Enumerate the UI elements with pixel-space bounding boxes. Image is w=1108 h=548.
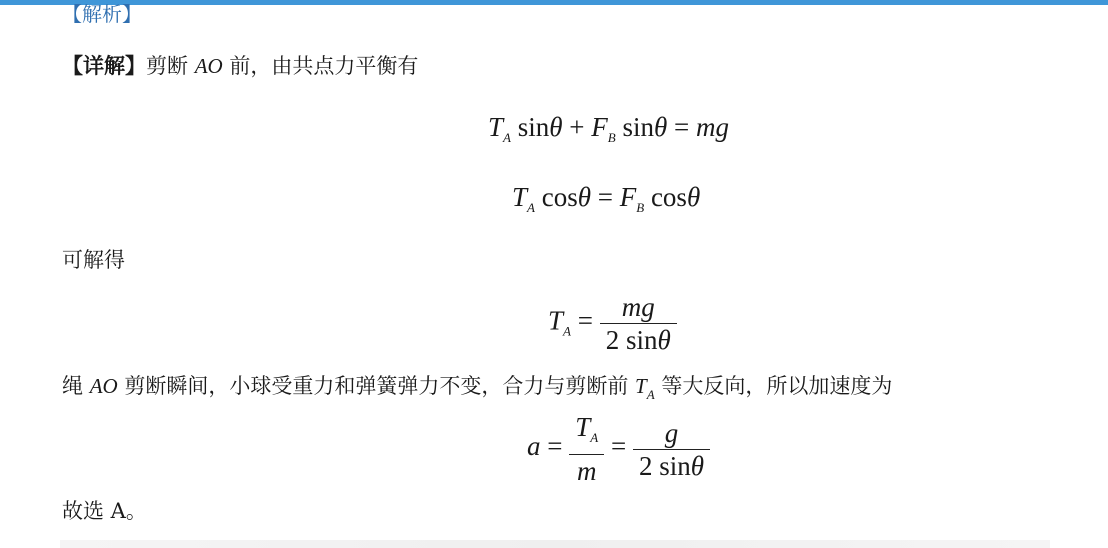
eq3-denominator [600,324,677,355]
eq1-theta1: θ [549,112,563,142]
para2-b: 剪断瞬间，小球受重力和弹簧弹力不变，合力与剪断前 [117,374,636,398]
intro-text-a: 剪断 [146,54,195,78]
eq3-equals: = [570,305,600,336]
paragraph-cut-moment [62,372,892,409]
eq4-fraction1 [569,412,604,486]
eq3-sub-A: A [563,323,571,339]
para2-T: T [635,374,647,398]
eq4-fraction2 [633,418,710,481]
eq1-sin2: sin [615,112,654,142]
para2-var: AO [89,374,118,398]
eq4-equals2: = [604,431,633,462]
conclusion: 故选 A。 [62,499,147,523]
eq3-T: T [548,305,564,336]
eq4-equals1: = [540,431,570,462]
eq2-cos2: cos [644,182,687,212]
solve-text: 可解得 [62,248,125,272]
eq2-T: T [512,182,528,212]
solution-label: 【详解】 [62,53,146,78]
eq1-theta2: θ [653,112,668,142]
eq4-den1: m [576,456,597,486]
eq4-den2-a: 2 sin [638,450,691,481]
eq1-rhs: mg [695,112,729,142]
eq3-fraction [600,292,677,355]
intro-line [62,52,418,80]
para2-c: 等大反向，所以加速度为 [654,374,893,398]
eq4-num1 [569,412,604,455]
eq2-sub-B: B [636,200,645,215]
eq1-T: T [488,112,504,142]
eq1-plus: + [562,112,592,142]
para2-sub-A: A [646,387,655,402]
para2-a: 绳 [62,374,90,398]
eq2-cos1: cos [534,182,578,212]
eq2-theta2: θ [686,182,701,212]
eq2-F: F [619,182,637,212]
eq4-num2: g [633,418,710,450]
intro-text-b: 前，由共点力平衡有 [222,54,419,78]
eq4-num1-sub-A: A [590,430,599,445]
analysis-header: 【解析】 [62,2,142,26]
eq1-sub-A: A [503,130,511,145]
eq4-den2-theta: θ [690,450,704,481]
eq1-sub-B: B [607,130,616,145]
eq4-den2 [633,450,710,481]
eq1-equals: = [667,112,696,142]
eq4-a: a [527,431,541,462]
intro-var: AO [194,54,223,78]
eq1-F: F [591,112,608,142]
equation-acceleration [527,412,710,486]
eq2-equals: = [591,182,620,212]
eq1-sin1: sin [510,112,550,142]
top-accent-bar [0,0,1108,5]
equation-sin-balance [488,111,729,154]
eq4-num1-T: T [575,412,591,442]
eq3-numerator: mg [600,292,677,324]
faded-next-line [60,540,1050,548]
eq3-den-theta: θ [657,325,671,355]
eq3-den-a: 2 sin [605,325,658,355]
equation-tension [548,292,677,355]
equation-cos-balance [512,181,700,224]
eq2-theta1: θ [577,182,591,212]
eq2-sub-A: A [527,200,535,215]
